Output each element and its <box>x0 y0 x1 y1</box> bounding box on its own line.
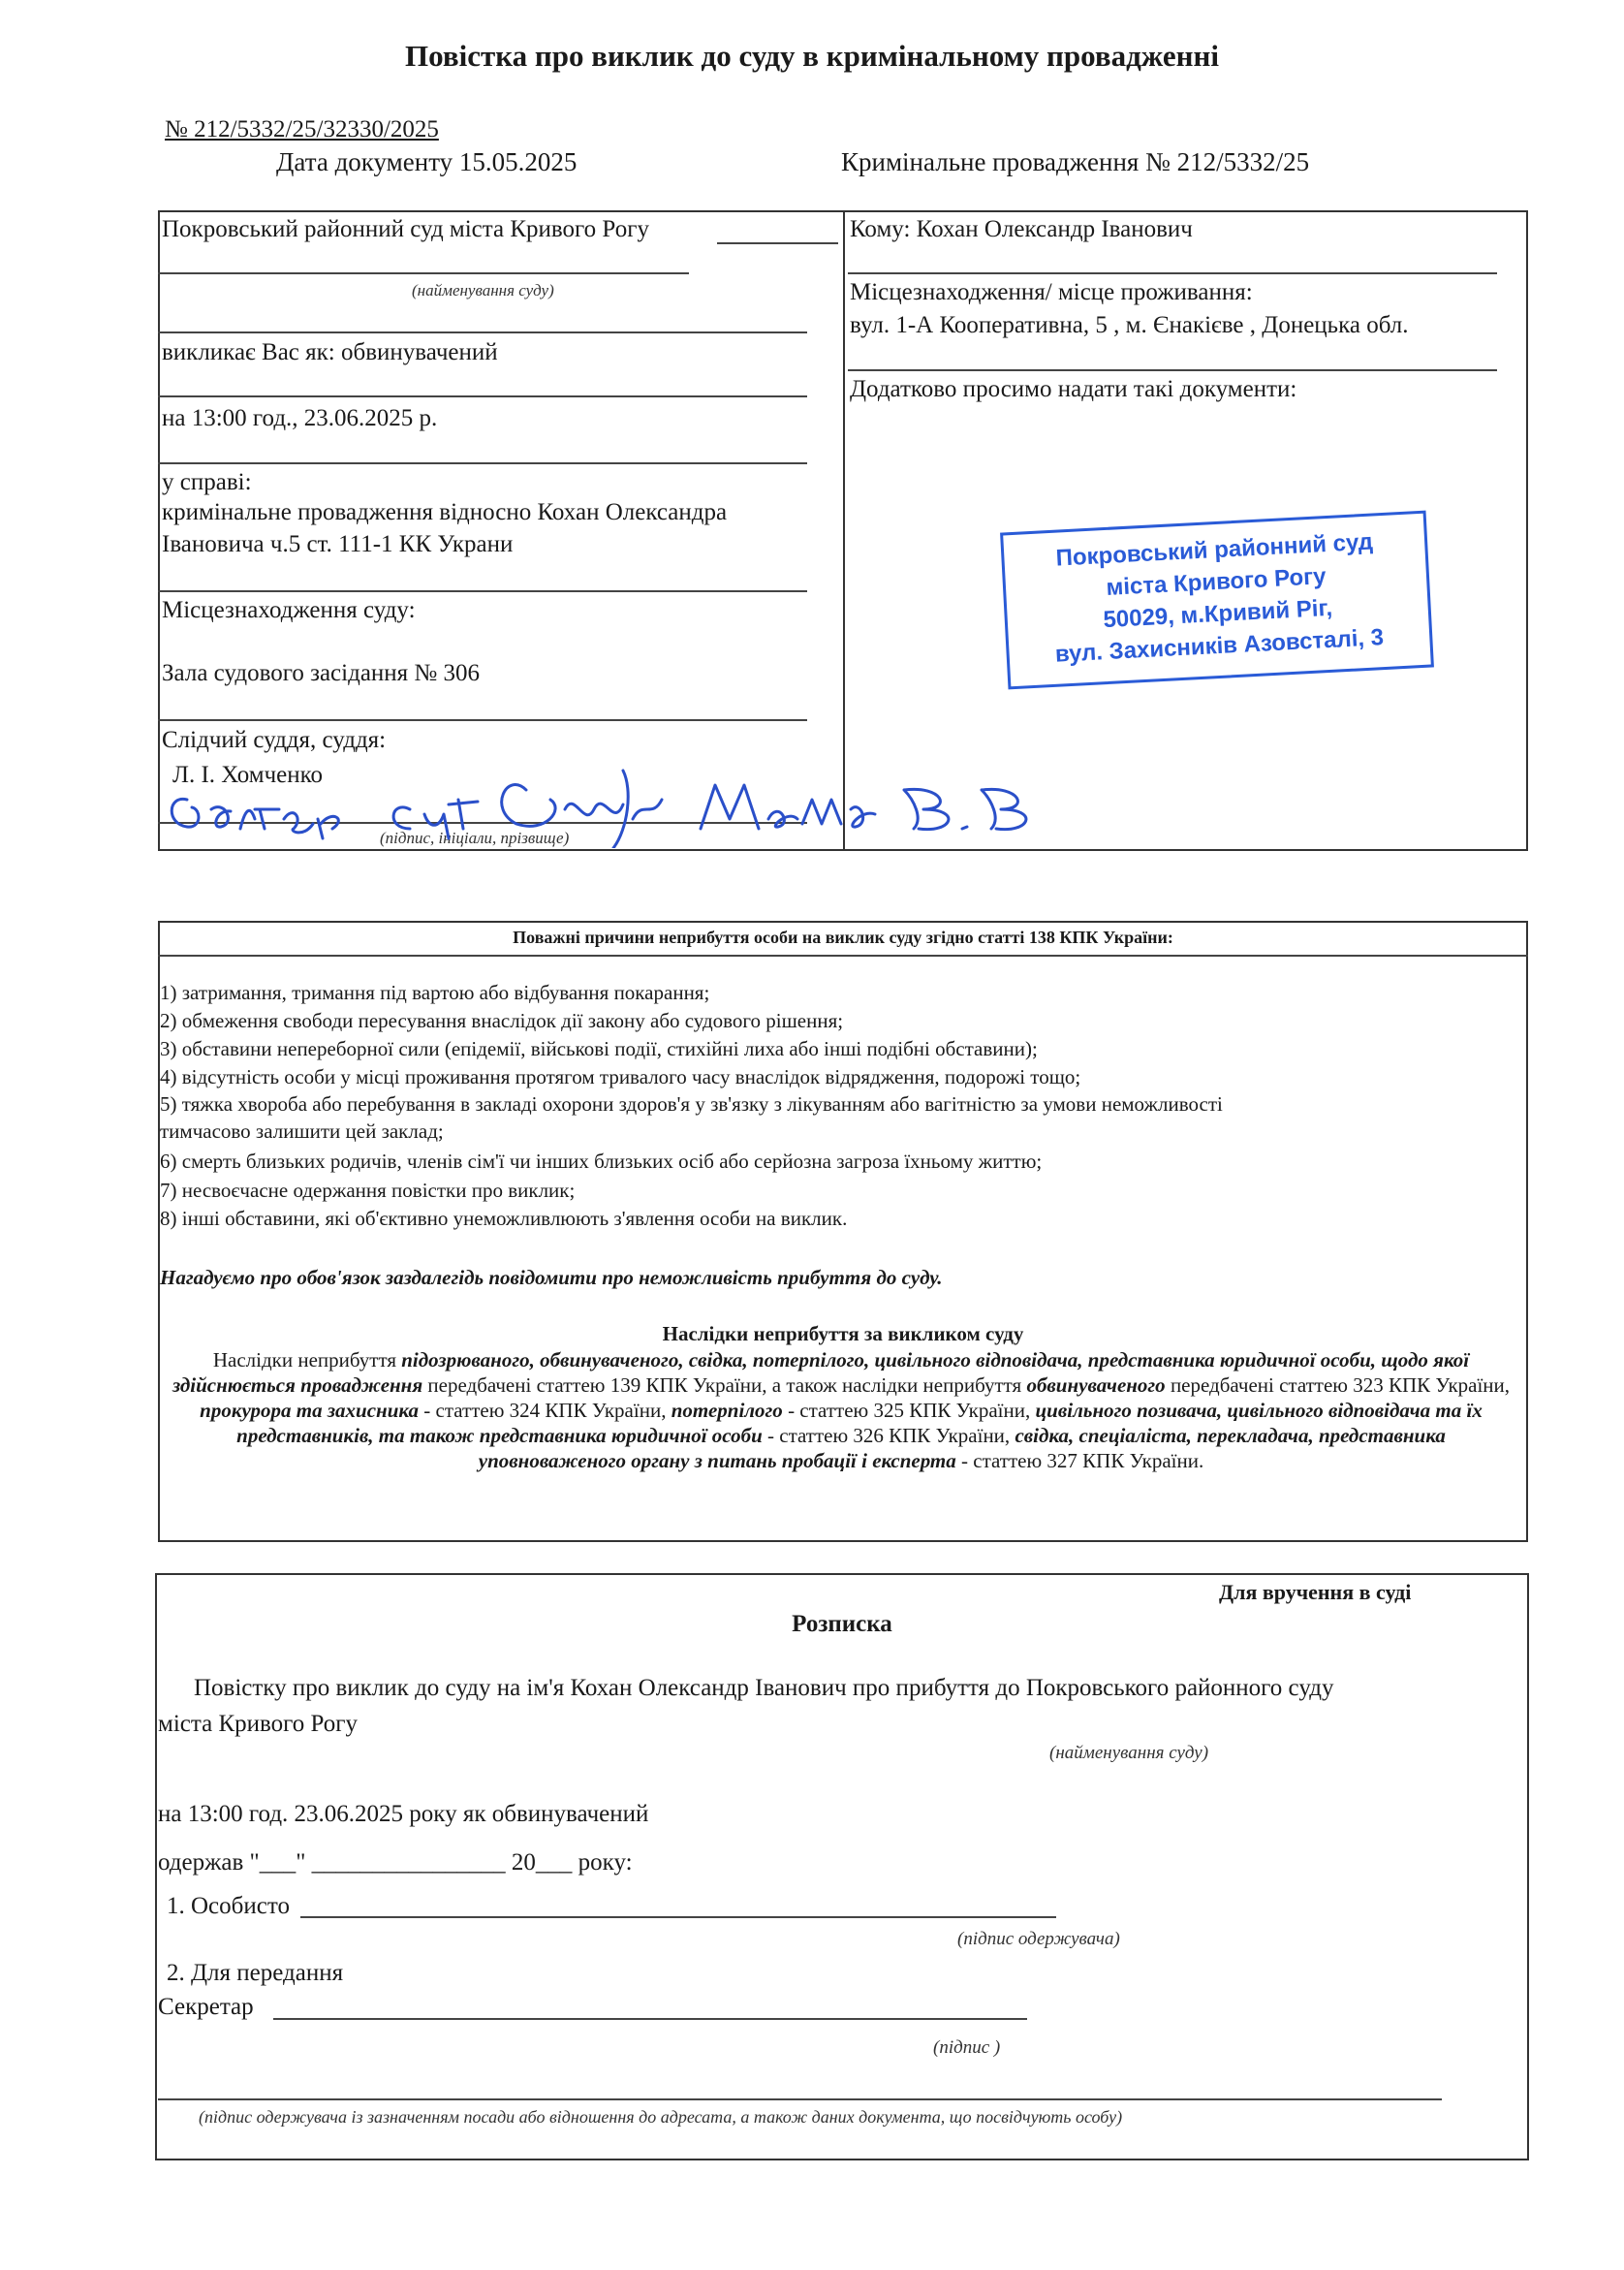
recipient: Кому: Кохан Олександр Іванович <box>850 216 1193 242</box>
recipient-signature-caption: (підпис одержувача) <box>957 1929 1120 1949</box>
reason-item: 7) несвоєчасне одержання повістки про виклик; <box>160 1179 576 1202</box>
signature-line[interactable] <box>300 1916 1056 1918</box>
reason-item: 6) смерть близьких родичів, членів сім'ї чи інших близьких осіб або серйозна загроза їхньому життю; <box>160 1150 1043 1173</box>
personally-label: 1. Особисто <box>167 1893 290 1919</box>
secretary-label: Секретар <box>158 1994 254 2020</box>
signature-line[interactable] <box>158 2098 1442 2100</box>
footer-caption: (підпис одержувача із зазначенням посади або відношення до адресата, а також даних документа, що посвідчують особу) <box>199 2107 1123 2127</box>
court-stamp <box>1000 511 1434 690</box>
consequences-emphasis: потерпілого <box>671 1399 783 1422</box>
consequences-run: Наслідки неприбуття <box>212 1348 402 1371</box>
stamp-line: 50029, м.Кривий Ріг, <box>1102 594 1333 634</box>
consequences-emphasis: свідка, спеціаліста, перекладача, представника уповноваженого органу з питань пробації і експерта <box>478 1424 1446 1472</box>
reason-item: 2) обмеження свободи пересування внаслідок дії закону або судового рішення; <box>160 1009 844 1032</box>
divider <box>158 955 1528 957</box>
signature-line[interactable] <box>273 2018 1027 2020</box>
consequences-run: - статтею 326 КПК України, <box>762 1424 1015 1447</box>
stamp-line: Покровський районний суд <box>1055 528 1374 572</box>
consequences-title: Наслідки неприбуття за викликом суду <box>662 1322 1024 1345</box>
judge-label: Слідчий суддя, суддя: <box>162 727 387 753</box>
underline <box>158 395 807 397</box>
reason-item: 5) тяжка хвороба або перебування в закладі охорони здоров'я у зв'язку з лікуванням або вагітністю за умови неможливості <box>160 1092 1223 1116</box>
received-date: одержав "___" ________________ 20___ року: <box>158 1849 633 1876</box>
criminal-case-number: Кримінальне провадження № 212/5332/25 <box>841 147 1310 176</box>
document-date: Дата документу 15.05.2025 <box>276 147 578 176</box>
receipt-time: на 13:00 год. 23.06.2025 року як обвинувачений <box>158 1801 649 1827</box>
reminder: Нагадуємо про обов'язок заздалегідь повідомити про неможливість прибуття до суду. <box>160 1266 943 1289</box>
underline <box>848 272 1497 274</box>
summoned-as: викликає Вас як: обвинувачений <box>162 339 498 365</box>
stamp-line: міста Кривого Рогу <box>1105 563 1327 601</box>
document-number: № 212/5332/25/32330/2025 <box>165 116 439 142</box>
page-title: Повістка про виклик до суду в кримінальному провадженні <box>405 39 1219 73</box>
court-name-caption: (найменування суду) <box>412 281 554 300</box>
address-label: Місцезнаходження/ місце проживання: <box>850 279 1253 305</box>
signature-caption: (підпис ) <box>933 2037 1001 2058</box>
underline <box>158 462 807 464</box>
consequences-run: передбачені статтею 323 КПК України, <box>1165 1373 1511 1397</box>
consequences-run: - статтею 325 КПК України, <box>782 1399 1036 1422</box>
reason-item: 4) відсутність особи у місці проживання протягом тривалого часу внаслідок відрядження, подорожі тощо; <box>160 1065 1081 1088</box>
consequences-emphasis: цивільного позивача, цивільного відповідача та їх представників, та також представника юридичної особи <box>236 1399 1483 1447</box>
consequences-emphasis: обвинуваченого <box>1026 1373 1166 1397</box>
underline <box>158 719 807 721</box>
address: вул. 1-А Кооперативна, 5 , м. Єнакієве , Донецька обл. <box>850 312 1409 338</box>
stamp-line: вул. Захисників Азовсталі, 3 <box>1054 624 1385 668</box>
underline <box>158 331 807 333</box>
underline <box>158 590 807 592</box>
underline <box>158 272 689 274</box>
reason-item: тимчасово залишити цей заклад; <box>160 1119 444 1143</box>
judge-name: Л. І. Хомченко <box>172 762 324 788</box>
consequences-run: передбачені статтею 139 КПК України, а також наслідки неприбуття <box>422 1373 1027 1397</box>
receipt-line: міста Кривого Рогу <box>158 1711 359 1737</box>
case-description: кримінальне провадження відносно Кохан Олександра <box>162 499 728 525</box>
handwritten-signature <box>158 732 1127 848</box>
court-location-label: Місцезнаходження суду: <box>162 597 416 623</box>
court-caption: (найменування суду) <box>1049 1743 1209 1763</box>
reasons-title: Поважні причини неприбуття особи на виклик суду згідно статті 138 КПК України: <box>513 928 1173 947</box>
court-name: Покровський районний суд міста Кривого Рогу <box>162 216 649 242</box>
consequences-text <box>163 1347 1519 1473</box>
transfer-label: 2. Для передання <box>167 1960 344 1986</box>
reason-item: 8) інші обставини, які об'єктивно унеможливлюють з'явлення особи на виклик. <box>160 1207 848 1230</box>
extra-documents-label: Додатково просимо надати такі документи: <box>850 376 1297 402</box>
case-description-2: Івановича ч.5 ст. 111-1 КК Украни <box>162 531 514 557</box>
underline <box>848 369 1497 371</box>
delivery-note: Для вручення в суді <box>1219 1580 1412 1604</box>
receipt-title: Розписка <box>792 1611 892 1637</box>
hearing-time: на 13:00 год., 23.06.2025 р. <box>162 405 438 431</box>
signature-caption: (підпис, ініціали, прізвище) <box>380 829 570 847</box>
underline <box>717 242 838 244</box>
case-label: у справі: <box>162 469 252 495</box>
reason-item: 1) затримання, тримання під вартою або відбування покарання; <box>160 981 710 1004</box>
receipt-line: Повістку про виклик до суду на ім'я Кохан Олександр Іванович про прибуття до Покровського районного суду <box>194 1675 1334 1701</box>
hall-number: Зала судового засідання № 306 <box>162 660 481 686</box>
reason-item: 3) обставини непереборної сили (епідемії, військові події, стихійні лиха або інші подібні обставини); <box>160 1037 1038 1060</box>
consequences-emphasis: підозрюваного, обвинуваченого, свідка, потерпілого, цивільного відповідача, представника юридичної особи, щодо якої здійснюється провадження <box>172 1348 1470 1397</box>
consequences-run: - статтею 324 КПК України, <box>419 1399 671 1422</box>
consequences-emphasis: прокурора та захисника <box>200 1399 420 1422</box>
consequences-run: - статтею 327 КПК України. <box>955 1449 1204 1472</box>
